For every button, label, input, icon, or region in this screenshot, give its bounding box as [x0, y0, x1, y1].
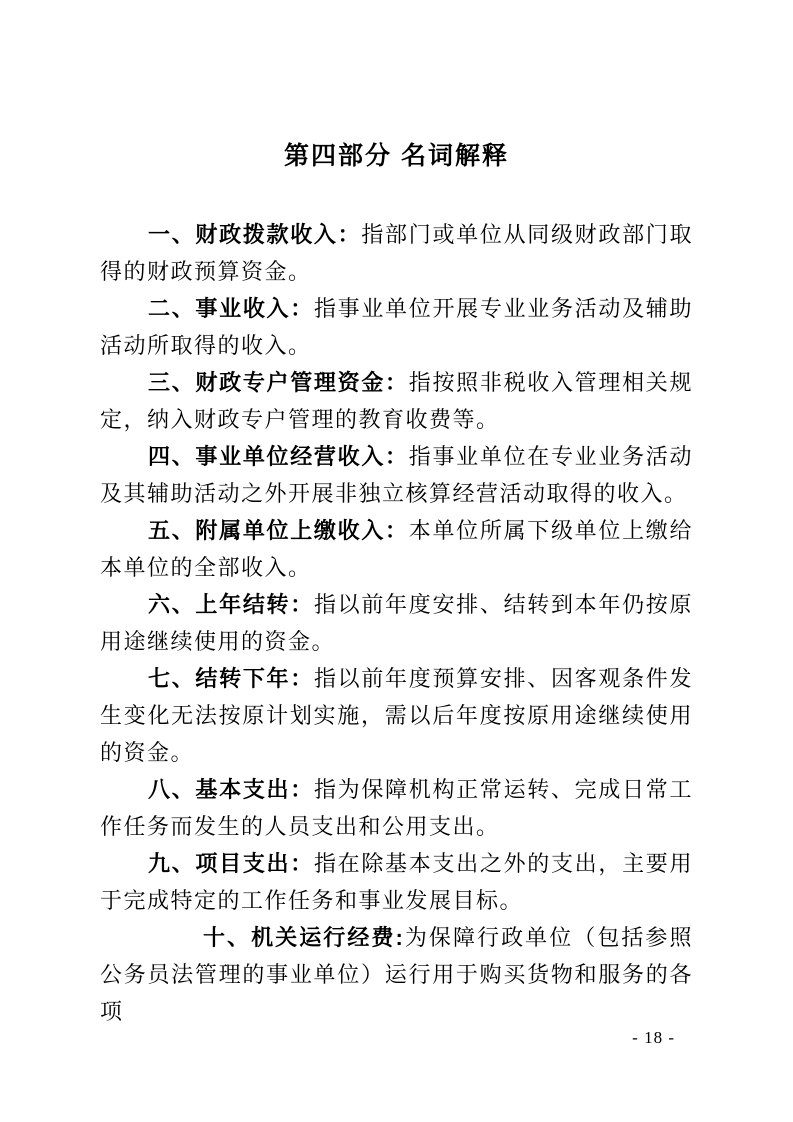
glossary-content [100, 216, 693, 1030]
term-name-1: 一、财政拨款收入： [148, 222, 362, 247]
term-paragraph-1 [100, 216, 693, 290]
term-definition-1: 指部门或单位从同级财政部门取得的财政预算资金。 [100, 222, 693, 284]
term-definition-7: 指以前年度预算安排、因客观条件发生变化无法按原计划实施，需以后年度按原用途继续使用的资金。 [100, 666, 693, 765]
term-name-9: 九、项目支出： [148, 851, 314, 876]
term-definition-4: 指事业单位在专业业务活动及其辅助活动之外开展非独立核算经营活动取得的收入。 [100, 444, 693, 506]
term-definition-5: 本单位所属下级单位上缴给本单位的全部收入。 [100, 518, 693, 580]
term-name-10: 十、机关运行经费: [203, 925, 405, 950]
term-definition-8: 指为保障机构正常运转、完成日常工作任务而发生的人员支出和公用支出。 [100, 777, 693, 839]
section-title: 第四部分 名词解释 [284, 142, 509, 170]
term-name-5: 五、附属单位上缴收入： [148, 518, 409, 543]
term-definition-3: 指按照非税收入管理相关规定，纳入财政专户管理的教育收费等。 [100, 370, 693, 432]
term-definition-9: 指在除基本支出之外的支出，主要用于完成特定的工作任务和事业发展目标。 [100, 851, 693, 913]
term-definition-6: 指以前年度安排、结转到本年仍按原用途继续使用的资金。 [100, 592, 693, 654]
term-paragraph-5 [100, 512, 693, 586]
term-name-3: 三、财政专户管理资金： [148, 370, 409, 395]
term-paragraph-4 [100, 438, 693, 512]
term-name-2: 二、事业收入： [148, 296, 314, 321]
term-definition-10: 为保障行政单位（包括参照公务员法管理的事业单位）运行用于购买货物和服务的各项 [100, 925, 693, 1024]
page-number: - 18 - [632, 1028, 675, 1047]
term-name-8: 八、基本支出： [148, 777, 314, 802]
term-paragraph-8 [100, 771, 693, 845]
term-paragraph-6 [100, 586, 693, 660]
term-name-6: 六、上年结转： [148, 592, 314, 617]
term-definition-2: 指事业单位开展专业业务活动及辅助活动所取得的收入。 [100, 296, 693, 358]
term-name-7: 七、结转下年： [148, 666, 314, 691]
term-paragraph-3 [100, 364, 693, 438]
term-paragraph-2 [100, 290, 693, 364]
term-paragraph-9 [100, 845, 693, 919]
term-paragraph-7 [100, 660, 693, 771]
term-paragraph-10 [100, 919, 693, 1030]
term-name-4: 四、事业单位经营收入： [148, 444, 409, 469]
